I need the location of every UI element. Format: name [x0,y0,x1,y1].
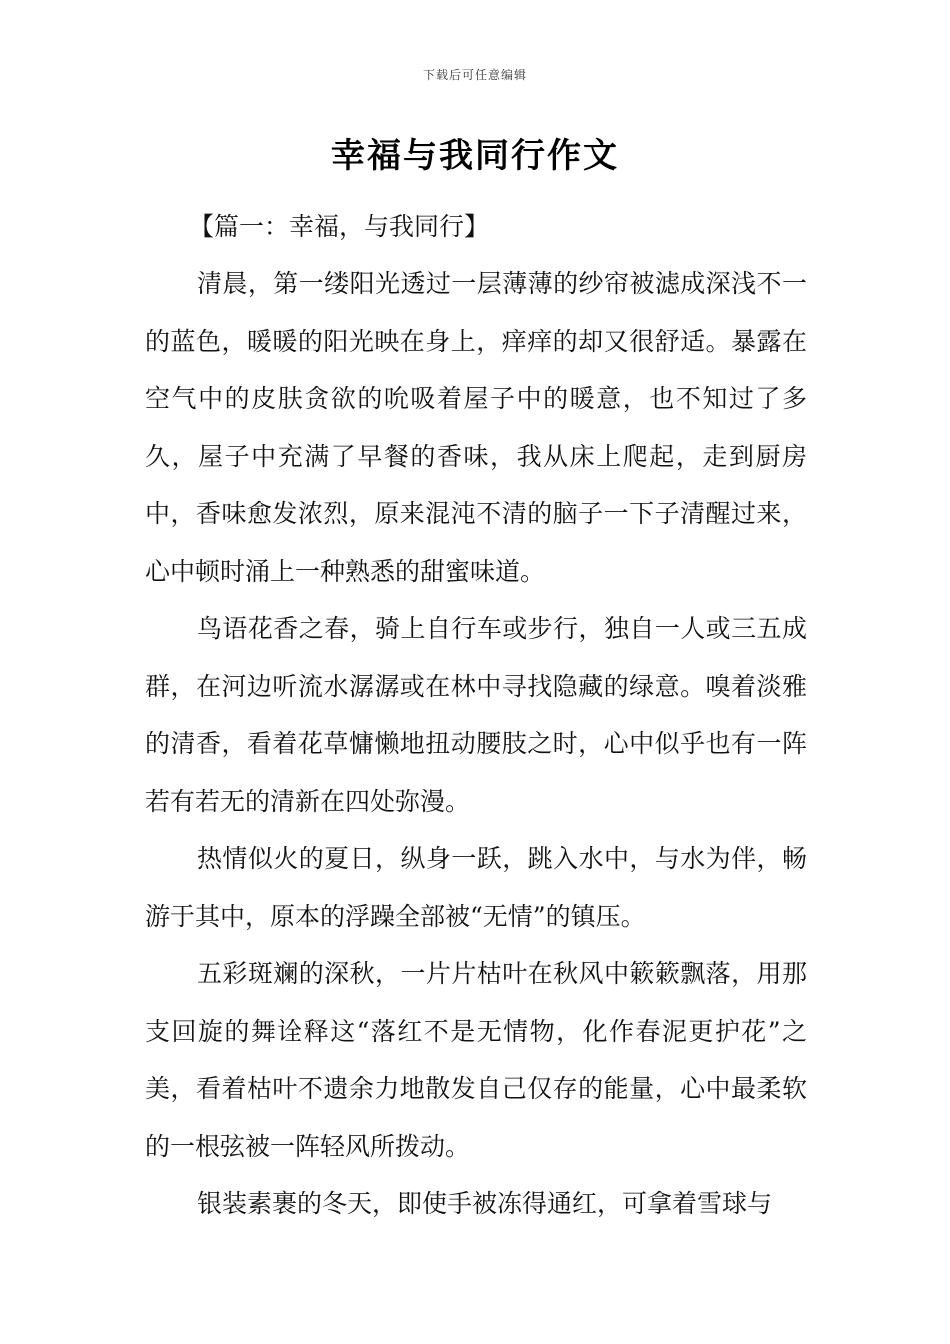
header-note: 下载后可任意编辑 [422,68,527,82]
paragraph-morning: 清晨，第一缕阳光透过一层薄薄的纱帘被滤成深浅不一的蓝色，暖暖的阳光映在身上，痒痒的却又很舒适。暴露在空气中的皮肤贪欲的吮吸着屋子中的暖意，也不知过了多久，屋子中充满了早餐的香味，我从床上爬起，走到厨房中，香味愈发浓烈，原来混沌不清的脑子一下子清醒过来，心中顿时涌上一种熟悉的甜蜜味道。 [145,269,807,586]
paragraph-autumn: 五彩斑斓的深秋，一片片枯叶在秋风中簌簌飘落，用那支回旋的舞诠释这“落红不是无情物，化作春泥更护花”之美，看着枯叶不遗余力地散发自己仅存的能量，心中最柔软的一根弦被一阵轻风所拨动。 [145,959,807,1161]
paragraph-spring: 鸟语花香之春，骑上自行车或步行，独自一人或三五成群，在河边听流水潺潺或在林中寻找隐藏的绿意。嗅着淡雅的清香，看着花草慵懒地扭动腰肢之时，心中似乎也有一阵若有若无的清新在四处弥漫。 [145,614,807,816]
document-body [145,198,807,1233]
paragraph-winter: 银装素裹的冬天，即使手被冻得通红，可拿着雪球与 [197,1189,773,1218]
section-heading: 【篇一：幸福，与我同行】 [189,212,490,241]
paragraph-summer: 热情似火的夏日，纵身一跃，跳入水中，与水为伴，畅游于其中，原本的浮躁全部被“无情”的镇压。 [145,844,807,931]
document-title: 幸福与我同行作文 [331,136,619,176]
